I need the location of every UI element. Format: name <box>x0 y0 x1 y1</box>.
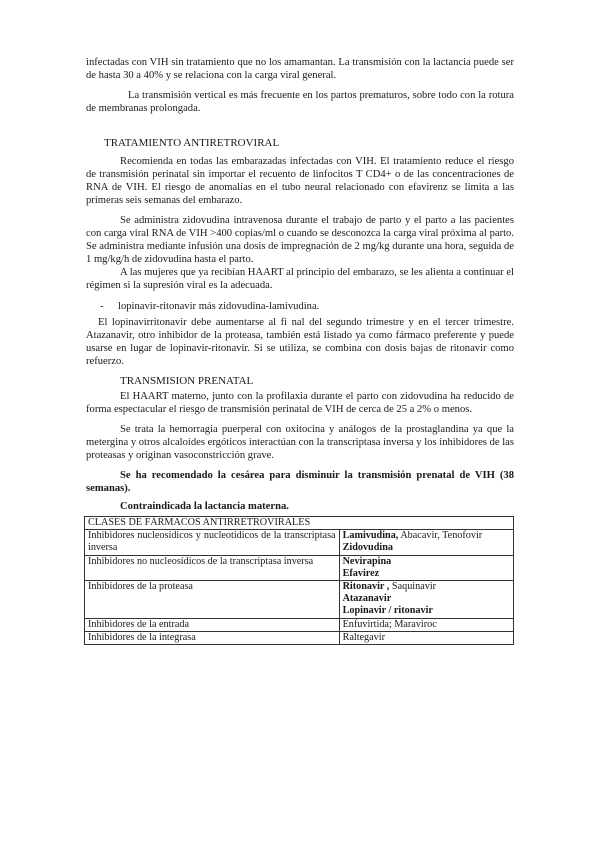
drug-name-bold: Atazanavir <box>342 593 392 605</box>
drug-name-bold: Zidovudina <box>342 542 393 554</box>
drug-name-bold: Lamivudina, <box>342 530 399 542</box>
drug-name: Abacavir, Tenofovir <box>398 530 483 542</box>
bullet-text: lopinavir-ritonavir más zidovudina-lamivudina. <box>118 301 320 312</box>
paragraph-hemorragia-puerperal: Se trata la hemorragia puerperal con oxitocina y análogos de la prostaglandina ya que la metergina y otros alcaloides ergóticos interactúan con la transcriptasa inversa y los inhibidores de las proteasas y originan vasoconstricción grave. <box>86 424 514 461</box>
drug-cell <box>339 555 513 580</box>
drug-name-bold: Lopinavir / ritonavir <box>342 605 433 617</box>
paragraph-haart-continuar: A las mujeres que ya recibían HAART al principio del embarazo, se les alienta a continuar el régimen si la supresión viral es la adecuada. <box>86 267 514 291</box>
class-cell: Inhibidores nucleosídicos y nucleotídicos de la transcriptasa inversa <box>85 530 340 555</box>
drug-name-bold: Nevirapina <box>342 555 392 567</box>
table-title-row <box>85 517 514 530</box>
drug-line <box>343 530 510 542</box>
paragraph-lactancia-transmision: infectadas con VIH sin tratamiento que no los amamantan. La transmisión con la lactancia puede ser de hasta 30 a 40% y se relaciona con la carga viral general. <box>86 57 514 81</box>
section-heading-transmision-prenatal: TRANSMISION PRENATAL <box>120 375 254 387</box>
table-row <box>85 581 514 619</box>
paragraph-cesarea <box>86 469 514 495</box>
drug-cell: Enfuvirtida; Maraviroc <box>339 618 513 631</box>
drug-name-bold: Efavirez <box>342 567 380 579</box>
paragraph-haart-materno: El HAART materno, junto con la profilaxia durante el parto con zidovudina ha reducido de forma espectacular el riesgo de transmisión perinatal de VIH de cerca de 25 a 2% o menos. <box>86 391 514 415</box>
class-cell: Inhibidores de la proteasa <box>85 581 340 619</box>
antiretroviral-classes-table <box>84 516 514 645</box>
paragraph-zidovudina-intravenosa: Se administra zidovudina intravenosa durante el trabajo de parto y el parto a las pacientes con carga viral RNA de VIH >400 copias/ml o cuando se desconozca la carga viral próxima al parto. Se administra mediante infusión una dosis de impregnación de 2 mg/kg durante una hora, seguida de 1 mg/kg/h de zidovudina hasta el parto. <box>86 215 514 265</box>
drug-line <box>343 581 510 593</box>
drug-name: Saquinavir <box>389 581 437 593</box>
table-row <box>85 530 514 555</box>
bullet-item-regimen <box>86 300 514 313</box>
table-row <box>85 618 514 631</box>
section-heading-tratamiento: TRATAMIENTO ANTIRETROVIRAL <box>104 137 280 149</box>
class-cell: Inhibidores no nucleosídicos de la transcriptasa inversa <box>85 555 340 580</box>
drug-cell <box>339 581 513 619</box>
lactancia-bold-text: Contraindicada la lactancia materna. <box>120 501 289 512</box>
table-title: CLASES DE FÁRMACOS ANTIRRETROVIRALES <box>85 517 514 530</box>
drug-name-bold: Ritonavir , <box>342 581 390 593</box>
document-body <box>86 56 514 645</box>
table-row <box>85 555 514 580</box>
paragraph-tratamiento-recomendacion: Recomienda en todas las embarazadas infectadas con VIH. El tratamiento reduce el riesgo de transmisión perinatal sin importar el recuento de linfocitos T CD4+ o de las concentraciones de RNA de VIH. El riesgo de anomalías en el tubo neural relacionado con efavirenz se limita a las primeras seis semanas del embarazo. <box>86 156 514 206</box>
bullet-dash: - <box>100 301 104 312</box>
drug-cell: Raltegavir <box>339 631 513 644</box>
cesarea-bold-text: Se ha recomendado la cesárea para disminuir la transmisión prenatal de VIH (38 semanas). <box>86 470 514 494</box>
class-cell: Inhibidores de la integrasa <box>85 631 340 644</box>
drug-cell <box>339 530 513 555</box>
paragraph-lactancia-contraindicada <box>86 500 514 513</box>
paragraph-lopinavir-atazanavir: El lopinavirritonavir debe aumentarse al fi nal del segundo trimestre y en el tercer trimestre. Atazanavir, otro inhibidor de la proteasa, también está listado ya como fármaco preferente y puede usarse en lugar de lopinavir-ritonavir. Si se utiliza, se combina con dosis bajas de ritonavir como refuerzo. <box>86 317 514 367</box>
table-row <box>85 631 514 644</box>
class-cell: Inhibidores de la entrada <box>85 618 340 631</box>
paragraph-transmision-vertical: La transmisión vertical es más frecuente en los partos prematuros, sobre todo con la rotura de membranas prolongada. <box>86 90 514 114</box>
